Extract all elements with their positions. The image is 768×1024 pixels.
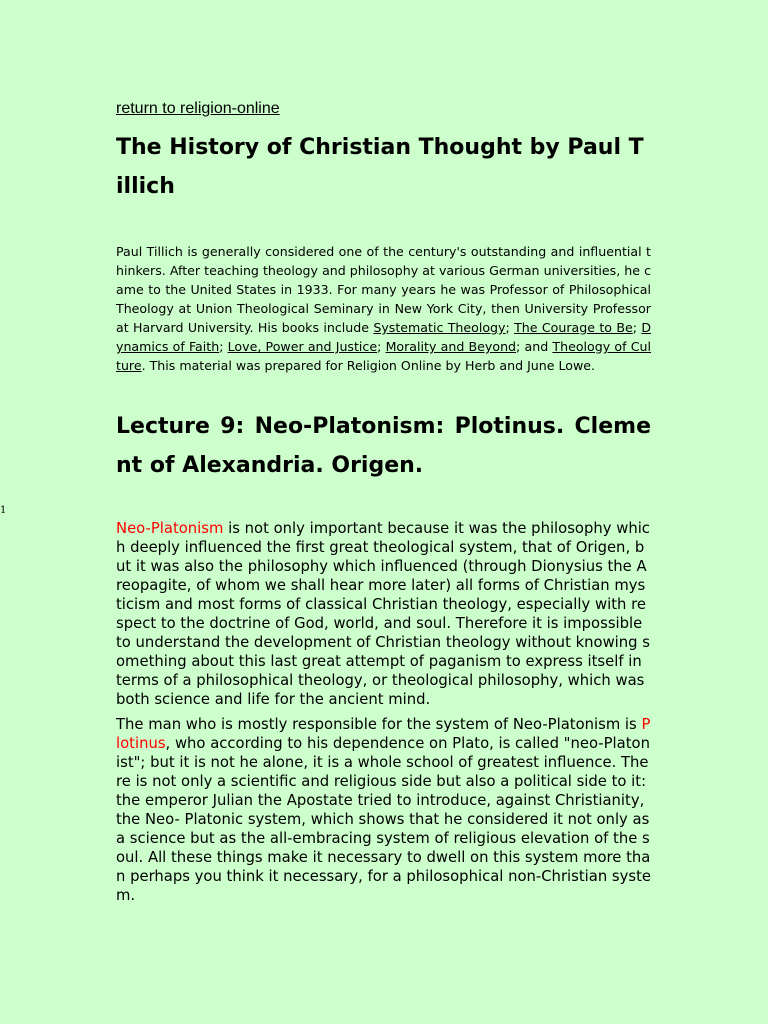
- bio-separator: ;: [505, 320, 515, 335]
- lecture-title: Lecture 9: Neo-Platonism: Plotinus. Clement of Alexandria. Origen.: [116, 414, 651, 478]
- paragraph-text: The man who is mostly responsible for the system of Neo-Platonism is: [116, 716, 642, 733]
- return-link[interactable]: return to religion-online: [116, 100, 280, 117]
- bio-outro: . This material was prepared for Religion Online by Herb and June Lowe.: [141, 358, 596, 373]
- page-number: 1: [0, 505, 7, 516]
- book-link-dynamics-of-faith[interactable]: Dynamics of Faith: [116, 320, 652, 354]
- book-link-morality-and-beyond[interactable]: Morality and Beyond: [385, 339, 517, 354]
- page-title: The History of Christian Thought by Paul Tillich: [116, 135, 644, 199]
- bio-separator: ;: [632, 320, 642, 335]
- body-paragraph: [116, 519, 651, 709]
- book-link-systematic-theology[interactable]: Systematic Theology: [373, 320, 506, 335]
- bio-separator: ;: [219, 339, 228, 354]
- bio-and: ; and: [516, 339, 553, 354]
- book-link-courage-to-be[interactable]: The Courage to Be: [514, 320, 633, 335]
- highlight-plotinus: Plotinus: [116, 716, 651, 752]
- bio-separator: ;: [377, 339, 386, 354]
- author-bio: [116, 242, 651, 375]
- book-link-love-power-justice[interactable]: Love, Power and Justice: [227, 339, 378, 354]
- book-link-theology-of-culture[interactable]: Theology of Culture: [116, 339, 652, 373]
- highlight-neo-platonism: Neo-Platonism: [116, 520, 224, 537]
- paragraph-text: , who according to his dependence on Plato, is called "neo-Platonist"; but it is not he alone, it is a whole school of greatest influence. There is not only a scientific and religious side but also a political side to it: the emperor Julian the Apostate tried to introduce, against Christianity, the Neo- Platonic system, which shows that he considered it not only as a science but as the all-embracing system of religious elevation of the soul. All these things make it necessary to dwell on this system more than perhaps you think it necessary, for a philosophical non-Christian system.: [116, 735, 651, 904]
- paragraph-text: is not only important because it was the philosophy which deeply influenced the first great theological system, that of Origen, but it was also the philosophy which influenced (through Dionysius the Areopagite, of whom we shall hear more later) all forms of Christian mysticism and most forms of classical Christian theology, especially with respect to the doctrine of God, world, and soul. Therefore it is impossible to understand the development of Christian theology without knowing something about this last great attempt of paganism to express itself in terms of a philosophical theology, or theological philosophy, which was both science and life for the ancient mind.: [116, 520, 650, 708]
- body-paragraph: [116, 715, 651, 905]
- article: [116, 98, 651, 905]
- bio-intro: Paul Tillich is generally considered one of the century's outstanding and influential thinkers. After teaching theology and philosophy at various German universities, he came to the United States in 1933. For many years he was Professor of Philosophical Theology at Union Theological Seminary in New York City, then University Professor at Harvard University. His books include: [116, 244, 651, 335]
